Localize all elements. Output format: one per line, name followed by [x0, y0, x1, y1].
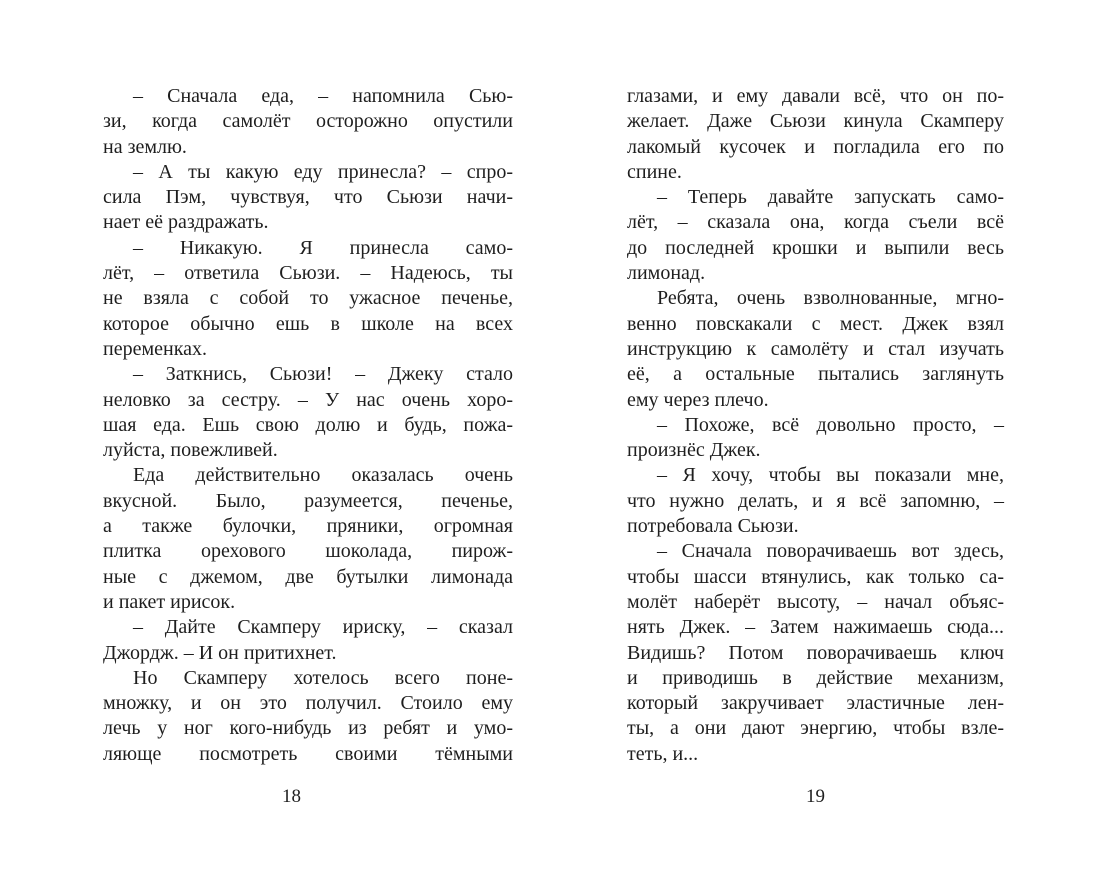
text-line: – Сначала еда, – напомнила Сью-: [133, 85, 513, 107]
text-line: лечь у ног кого-нибудь из ребят и умо-: [103, 717, 513, 740]
text-line: до последней крошки и выпили весь: [627, 236, 1004, 259]
page-number-left: 18: [282, 786, 301, 807]
text-line: вкусной. Было, разумеется, печенье,: [103, 489, 513, 512]
text-line: Джордж. – И он притихнет.: [103, 641, 337, 664]
text-line: – Заткнись, Сьюзи! – Джеку стало: [133, 363, 513, 386]
page-right-text: [627, 84, 1004, 767]
text-line: – А ты какую еду принесла? – спро-: [133, 160, 513, 183]
text-line: лёт, – ответила Сьюзи. – Надеюсь, ты: [103, 262, 513, 285]
text-line: – Никакую. Я принесла само-: [133, 236, 513, 259]
text-line: произнёс Джек.: [627, 439, 761, 462]
text-line: и пакет ирисок.: [103, 590, 236, 613]
text-line: луйста, повежливей.: [103, 439, 278, 462]
text-line: молёт наберёт высоту, – начал объяс-: [627, 590, 1004, 613]
text-line: Но Скамперу хотелось всего поне-: [133, 666, 513, 689]
text-line: Ребята, очень взволнованные, мгно-: [657, 287, 1004, 310]
text-line: теть, и...: [627, 742, 699, 765]
text-line: нает её раздражать.: [103, 211, 269, 234]
text-line: и приводишь в действие механизм,: [627, 666, 1004, 689]
text-line: лакомый кусочек и погладила его по: [627, 135, 1004, 158]
text-line: – Я хочу, чтобы вы показали мне,: [657, 464, 1004, 487]
text-line: – Теперь давайте запускать само-: [657, 186, 1004, 209]
text-line: спине.: [627, 160, 682, 183]
text-line: сила Пэм, чувствуя, что Сьюзи начи-: [103, 186, 513, 209]
text-line: который закручивает эластичные лен-: [627, 692, 1004, 715]
text-line: ты, а они дают энергию, чтобы взле-: [627, 717, 1004, 740]
text-line: не взяла с собой то ужасное печенье,: [103, 287, 513, 310]
text-line: нять Джек. – Затем нажимаешь сюда...: [627, 616, 1004, 639]
text-line: ему через плечо.: [627, 388, 769, 411]
text-line: инструкцию к самолёту и стал изучать: [627, 337, 1004, 360]
page-number-right: 19: [806, 786, 825, 807]
text-line: Видишь? Потом поворачиваешь ключ: [627, 641, 1004, 664]
text-line: – Похоже, всё довольно просто, –: [657, 413, 1004, 436]
text-line: зи, когда самолёт осторожно опустили: [103, 110, 513, 133]
text-line: её, а остальные пытались заглянуть: [627, 363, 1004, 386]
text-line: а также булочки, пряники, огромная: [103, 515, 513, 538]
text-line: потребовала Сьюзи.: [627, 515, 799, 538]
text-line: – Сначала поворачиваешь вот здесь,: [657, 540, 1004, 563]
text-line: множку, и он это получил. Стоило ему: [103, 692, 513, 715]
text-line: лёт, – сказала она, когда съели всё: [627, 211, 1004, 234]
text-line: лимонад.: [627, 262, 706, 285]
text-line: Еда действительно оказалась очень: [133, 464, 513, 487]
text-line: ные с джемом, две бутылки лимонада: [103, 565, 513, 588]
text-line: – Дайте Скамперу ириску, – сказал: [133, 616, 513, 639]
text-line: желает. Даже Сьюзи кинула Скамперу: [627, 110, 1004, 133]
text-line: ляюще посмотреть своими тёмными: [103, 742, 513, 765]
page-left-text: [103, 84, 513, 767]
text-line: на землю.: [103, 135, 187, 158]
text-line: которое обычно ешь в школе на всех: [103, 312, 513, 335]
text-line: глазами, и ему давали всё, что он по-: [627, 85, 1004, 107]
text-line: переменках.: [103, 337, 207, 360]
text-line: плитка орехового шоколада, пирож-: [103, 540, 513, 563]
text-line: неловко за сестру. – У нас очень хоро-: [103, 388, 513, 411]
text-line: венно повскакали с мест. Джек взял: [627, 312, 1004, 335]
text-line: шая еда. Ешь свою долю и будь, пожа-: [103, 413, 513, 436]
text-line: что нужно делать, и я всё запомню, –: [627, 489, 1004, 512]
text-line: чтобы шасси втянулись, как только са-: [627, 565, 1004, 588]
